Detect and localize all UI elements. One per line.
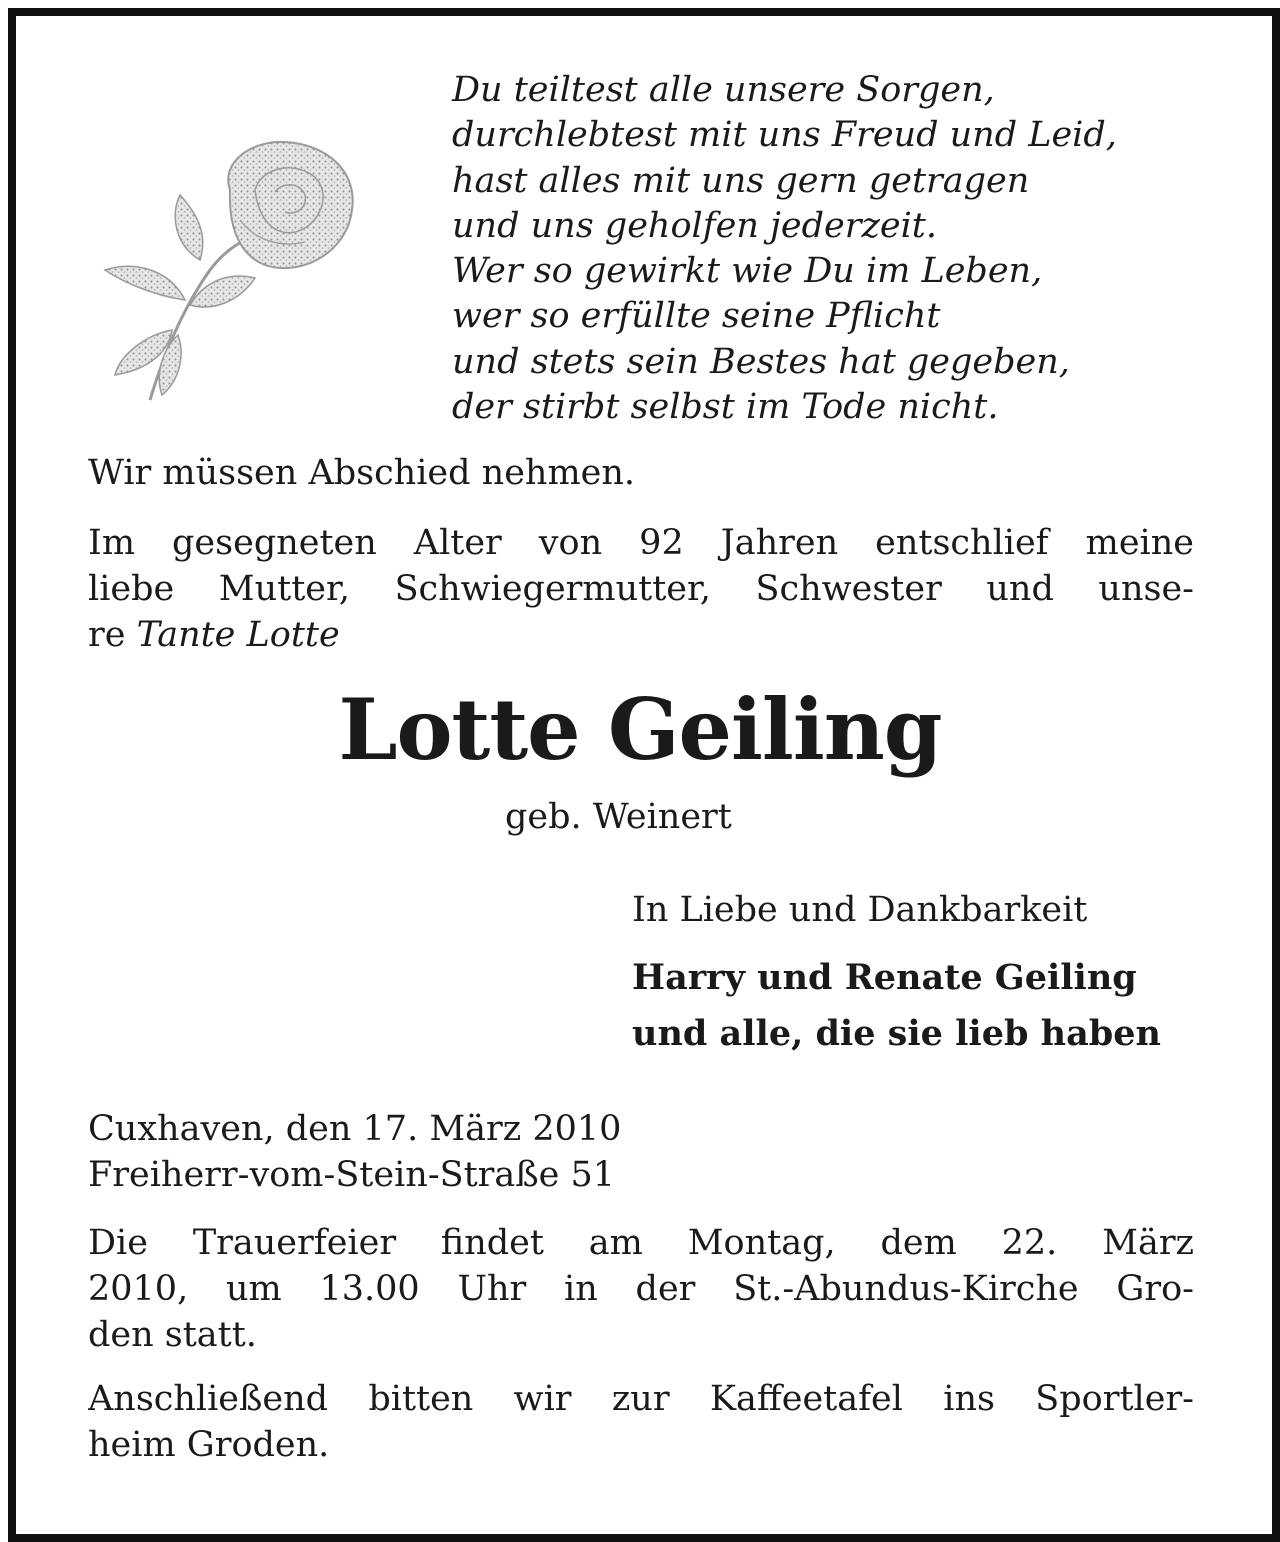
reception-line: Anschließend bitten wir zur Kaffeetafel ins Sportler-	[88, 1379, 1194, 1419]
poem-line: und stets sein Bestes hat gegeben,	[452, 341, 1070, 382]
announcement-line: liebe Mutter, Schwiegermutter, Schwester und unse-	[88, 569, 1194, 609]
nickname: Tante Lotte	[136, 615, 340, 655]
signature-intro: In Liebe und Dankbarkeit	[632, 890, 1088, 930]
poem-line: Du teiltest alle unsere Sorgen,	[452, 70, 995, 110]
poem-line: Wer so gewirkt wie Du im Leben,	[452, 251, 1043, 292]
deceased-name: Lotte Geiling	[338, 680, 942, 779]
poem-line: durchlebtest mit uns Freud und Leid,	[452, 115, 1117, 156]
service-line: den statt.	[88, 1315, 257, 1355]
farewell-line: Wir müssen Abschied nehmen.	[88, 453, 636, 493]
rose-icon	[90, 130, 370, 420]
service-line: Die Trauerfeier findet am Montag, dem 22. März	[88, 1223, 1194, 1263]
announcement-line: Im gesegneten Alter von 92 Jahren entschlief meine	[88, 523, 1194, 563]
maiden-name: geb. Weinert	[505, 797, 732, 837]
announcement	[88, 520, 1194, 658]
signature-names: Harry und Renate Geiling	[632, 957, 1137, 998]
poem-line: und uns geholfen jederzeit.	[452, 205, 937, 246]
poem	[452, 68, 1117, 430]
address: Freiherr-vom-Stein-Straße 51	[88, 1155, 616, 1195]
poem-line: hast alles mit uns gern getragen	[452, 160, 1030, 201]
poem-line: wer so erfüllte seine Pflicht	[452, 296, 941, 337]
poem-line: der stirbt selbst im Tode nicht.	[452, 387, 999, 428]
signature-names-2: und alle, die sie lieb haben	[632, 1013, 1161, 1054]
service-line: 2010, um 13.00 Uhr in der St.-Abundus-Kirche Gro-	[88, 1269, 1194, 1309]
announcement-line	[88, 612, 1194, 658]
service-info	[88, 1220, 1194, 1358]
reception-info	[88, 1376, 1194, 1468]
reception-line: heim Groden.	[88, 1425, 330, 1465]
place-date: Cuxhaven, den 17. März 2010	[88, 1109, 622, 1149]
announcement-prefix: re	[88, 615, 137, 655]
